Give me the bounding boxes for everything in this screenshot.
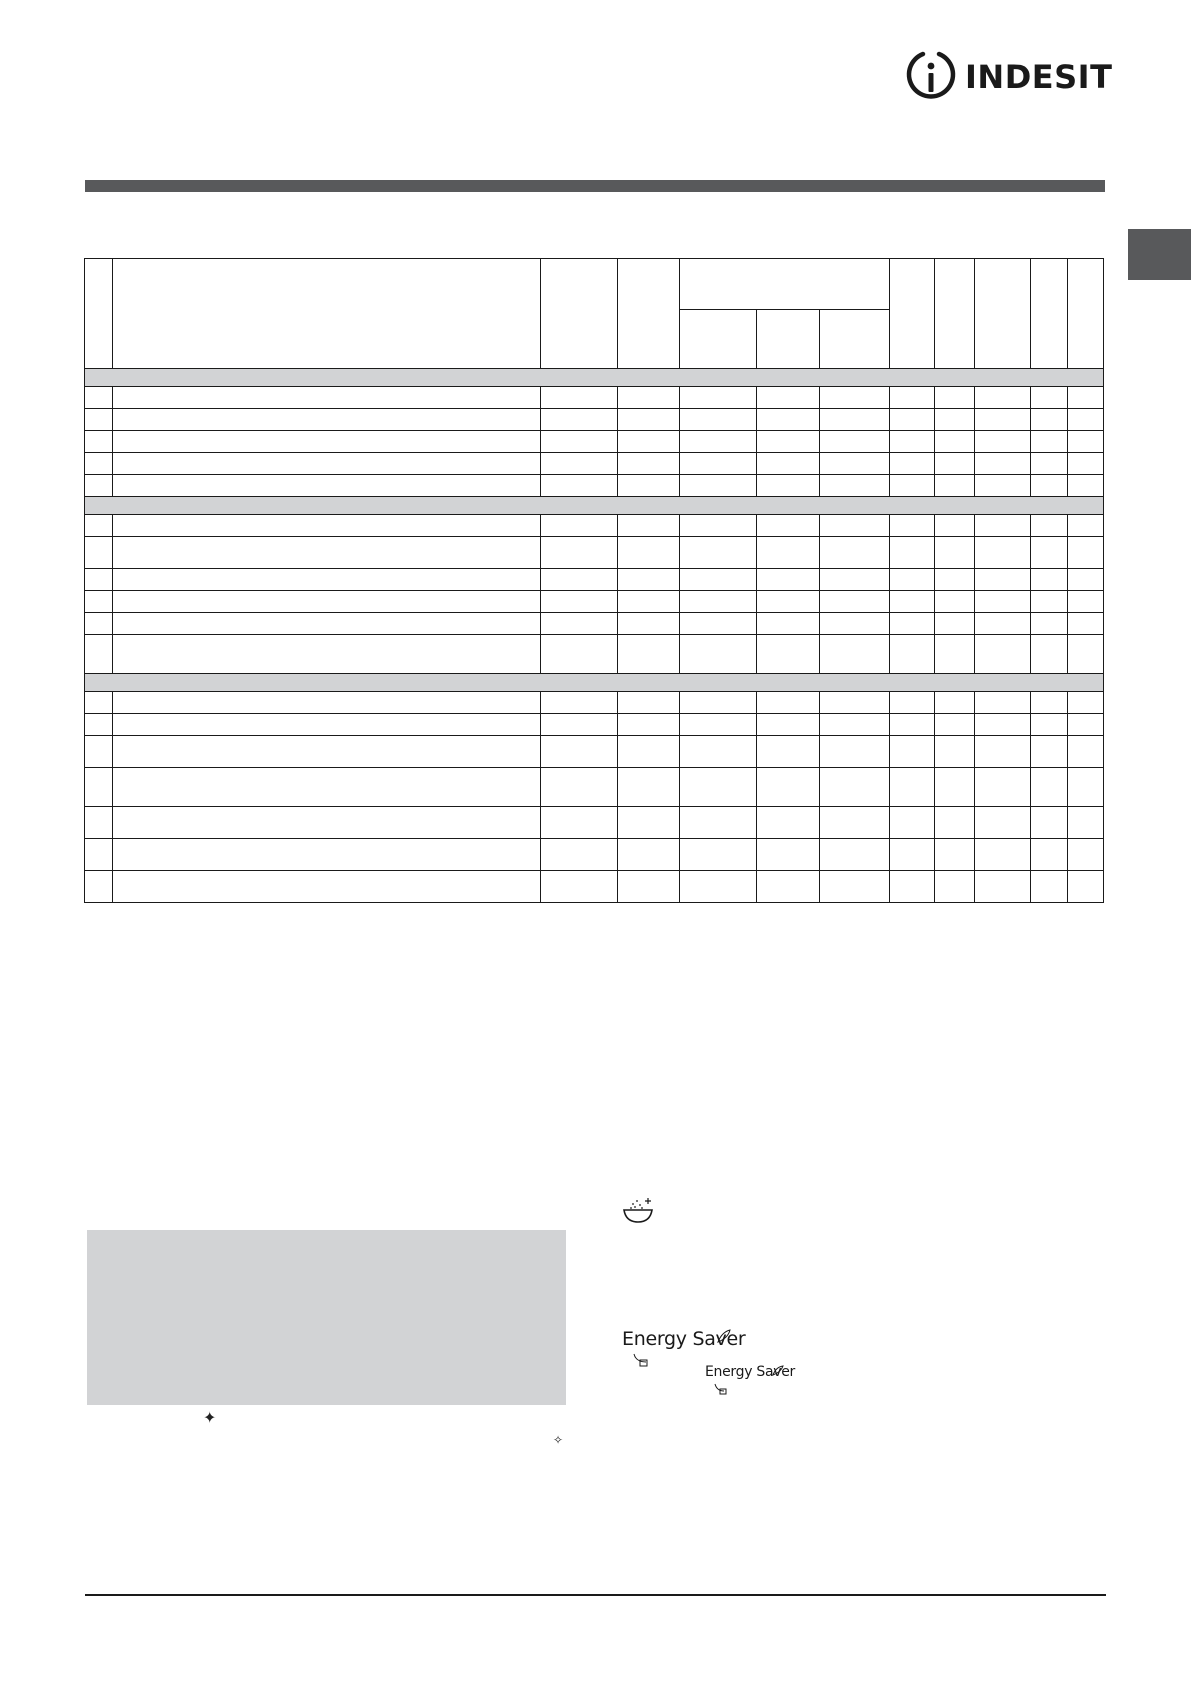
table-row: [85, 613, 1104, 635]
table-section-row: [85, 497, 1104, 515]
sparkle-icon: ✧: [553, 1433, 564, 1447]
table-row: [85, 409, 1104, 431]
table-row: [85, 515, 1104, 537]
footer-rule: [85, 1594, 1106, 1596]
sparkle-icon: ✦: [203, 1408, 217, 1427]
table-row: [85, 839, 1104, 871]
header-band: [85, 180, 1105, 192]
table-section-row: [85, 674, 1104, 692]
table-row: [85, 591, 1104, 613]
table-row: [85, 714, 1104, 736]
table-row: [85, 453, 1104, 475]
indesit-logo: [903, 48, 1113, 104]
side-section-tab: [1128, 229, 1191, 280]
energy-saver-logo-small: [705, 1364, 795, 1398]
energy-saver-label: Energy Saver: [705, 1364, 795, 1380]
table-row: [85, 692, 1104, 714]
table-row: [85, 635, 1104, 674]
table-row: [85, 569, 1104, 591]
table-row: [85, 387, 1104, 409]
indesit-i-circle-icon: [903, 48, 959, 104]
table-row: [85, 807, 1104, 839]
table-section-row: [85, 369, 1104, 387]
programme-table: [84, 258, 1104, 903]
table-header-row: [85, 259, 1104, 310]
table-row: [85, 768, 1104, 807]
table-row: [85, 537, 1104, 569]
basin-with-spray-icon: [621, 1196, 655, 1224]
note-box: [87, 1230, 566, 1405]
energy-saver-label: Energy Saver: [622, 1328, 746, 1350]
table-row: [85, 871, 1104, 903]
brand-name: INDESIT: [965, 58, 1113, 96]
table-row: [85, 736, 1104, 768]
table-row: [85, 475, 1104, 497]
plug-leaf-icon: [705, 1364, 785, 1398]
table-row: [85, 431, 1104, 453]
